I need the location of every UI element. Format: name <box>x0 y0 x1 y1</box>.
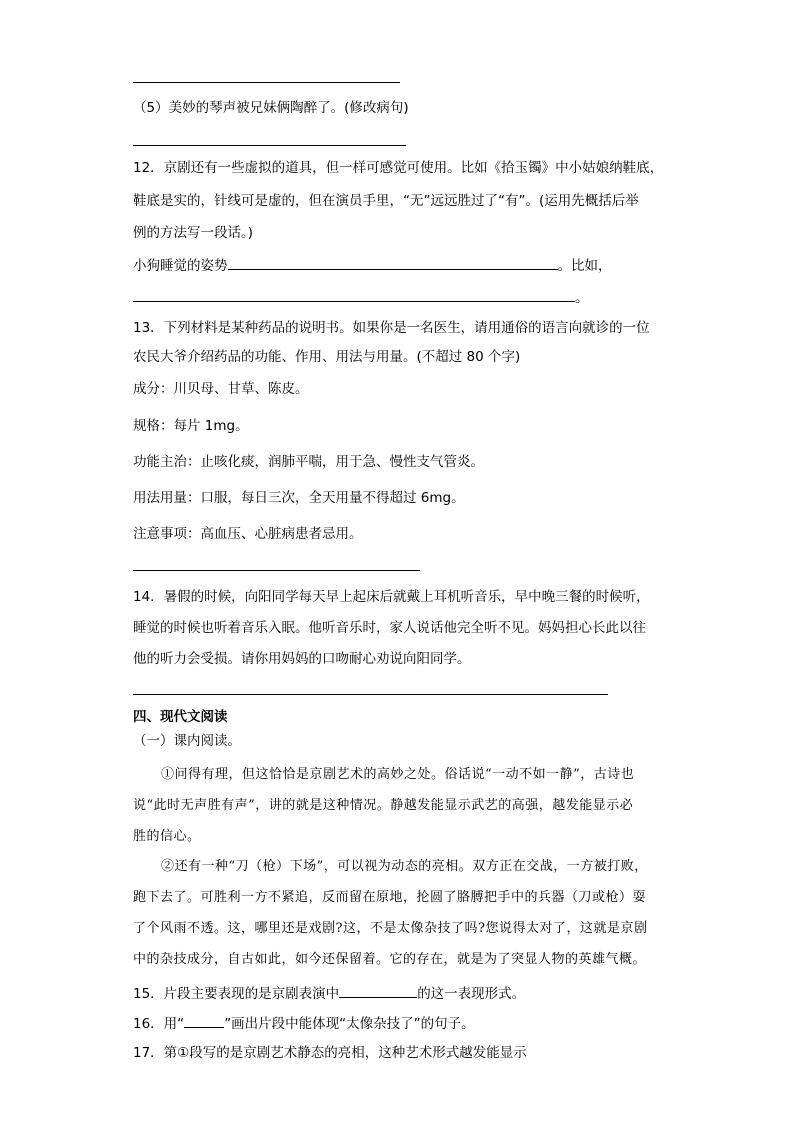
q12-line2: 鞋底是实的，针线可是虚的，但在演员手里，“无”远远胜过了“有”。(运用先概括后举 <box>133 193 639 209</box>
q16-prefix: 16．用“ <box>133 1016 185 1032</box>
q12-fill-line <box>133 255 612 276</box>
q13-line2: 农民大爷介绍药品的功能、作用、用法与用量。(不超过 80 个字) <box>133 349 521 365</box>
q12-fill-suffix: 。比如， <box>557 258 612 274</box>
answer-line-11-5 <box>133 145 406 146</box>
q15 <box>133 983 525 1004</box>
q12-blank-2[interactable] <box>133 287 575 302</box>
q13-caution: 注意事项：高血压、心脏病患者忌用。 <box>133 526 363 542</box>
q13-function: 功能主治：止咳化痰，润肺平喘，用于急、慢性支气管炎。 <box>133 454 484 470</box>
q14-line1: 14．暑假的时候，向阳同学每天早上起床后就戴上耳机听音乐，早中晚三餐的时候听， <box>133 589 650 605</box>
q12-line3: 例的方法写一段话。) <box>133 225 254 241</box>
q15-prefix: 15．片段主要表现的是京剧表演中 <box>133 986 340 1002</box>
q12-fill-prefix: 小狗睡觉的姿势 <box>133 258 228 274</box>
q13-usage: 用法用量：口服，每日三次，全天用量不得超过 6mg。 <box>133 490 465 506</box>
passage-p1-line2: 说“此时无声胜有声”，讲的就是这种情况。静越发能显示武艺的高强，越发能显示必 <box>133 798 634 813</box>
passage-p1-line1: ①问得有理，但这恰恰是京剧艺术的高妙之处。俗话说“一动不如一静”，古诗也 <box>161 767 635 782</box>
passage-p2-line2: 跑下去了。可胜利一方不紧追，反而留在原地，抡圆了胳膊把手中的兵器（刀或枪）耍 <box>133 890 647 905</box>
q12-blank-1[interactable] <box>228 255 558 270</box>
q16 <box>133 1013 475 1034</box>
passage-p2-line4: 中的杂技成分，自古如此，如今还保留着。它的存在，就是为了突显人物的英雄气概。 <box>133 952 647 967</box>
section-title: 四、现代文阅读 <box>133 709 228 725</box>
q15-suffix: 的这一表现形式。 <box>417 986 526 1002</box>
q14-line3: 他的听力会受损。请你用妈妈的口吻耐心劝说向阳同学。 <box>133 651 471 667</box>
answer-line-14 <box>133 694 608 695</box>
section-subtitle: （一）课内阅读。 <box>133 733 241 749</box>
q14-line2: 睡觉的时候也听着音乐入眠。他听音乐时，家人说话他完全听不见。妈妈担心长此以往 <box>133 620 646 636</box>
q13-spec: 规格：每片 1mg。 <box>133 418 249 434</box>
q12-fill-end: 。 <box>575 290 589 306</box>
answer-line-13 <box>133 570 420 571</box>
answer-line-11-4 <box>133 82 400 83</box>
passage-p2-line3: 了个风雨不透。这，哪里还是戏剧?这，不是太像杂技了吗?您说得太对了，这就是京剧 <box>133 921 648 936</box>
q13-line1: 13．下列材料是某种药品的说明书。如果你是一名医生，请用通俗的语言向就诊的一位 <box>133 320 650 336</box>
q16-underline-sample <box>184 1013 224 1028</box>
q16-suffix: ”画出片段中能体现“太像杂技了”的句子。 <box>224 1016 475 1032</box>
q15-blank[interactable] <box>339 983 417 998</box>
passage-p1-line3: 胜的信心。 <box>133 829 201 844</box>
q17: 17．第①段写的是京剧艺术静态的亮相，这种艺术形式越发能显示 <box>133 1045 527 1061</box>
q12-fill-line-2 <box>133 287 589 308</box>
q11-item5: （5）美妙的琴声被兄妹俩陶醉了。(修改病句) <box>133 100 409 116</box>
passage-p2-line1: ②还有一种“刀（枪）下场”，可以视为动态的亮相。双方正在交战，一方被打败， <box>161 859 648 874</box>
q12-line1: 12．京剧还有一些虚拟的道具，但一样可感觉可使用。比如《拾玉镯》中小姑娘纳鞋底， <box>133 160 664 176</box>
q13-ingredients: 成分：川贝母、甘草、陈皮。 <box>133 381 309 397</box>
